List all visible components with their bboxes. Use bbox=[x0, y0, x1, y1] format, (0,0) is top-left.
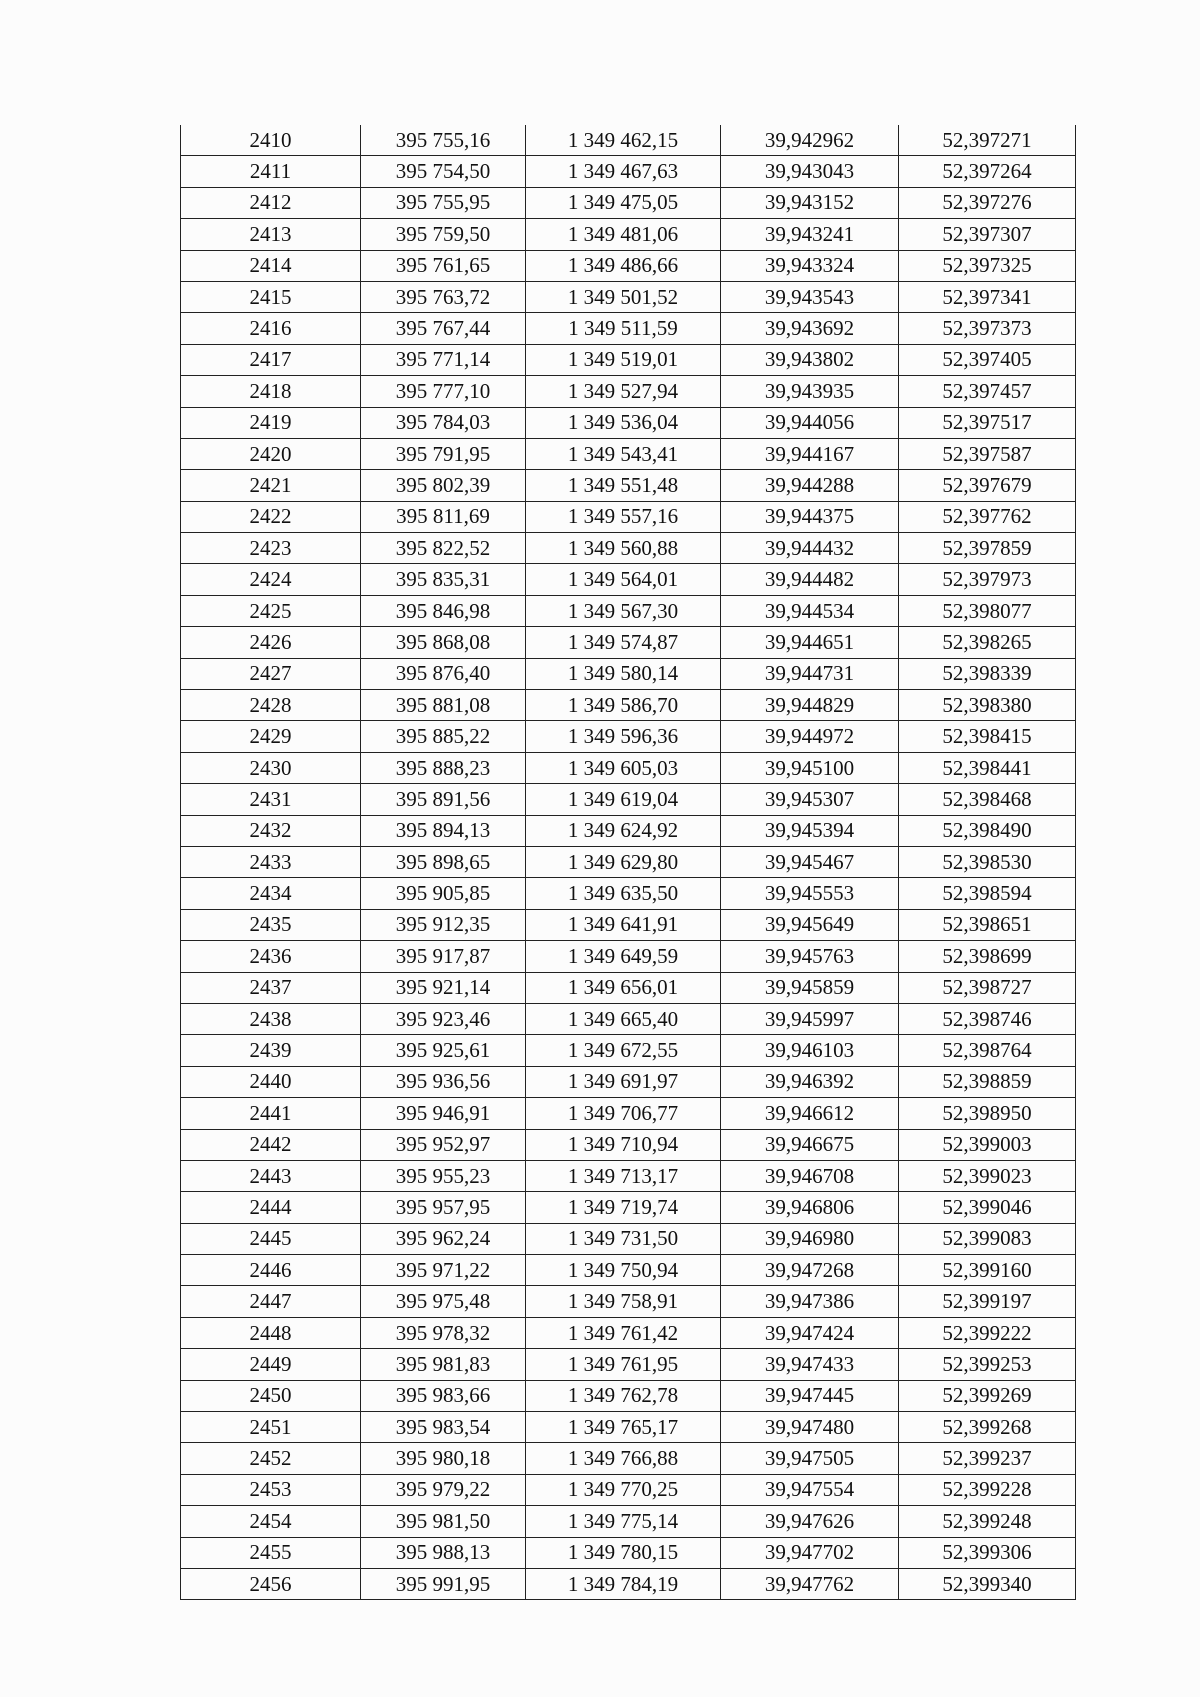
longitude-cell: 39,945553 bbox=[721, 878, 899, 909]
y-coordinate-cell: 1 349 486,66 bbox=[526, 250, 721, 281]
table-row bbox=[181, 1003, 1076, 1034]
y-coordinate-cell: 1 349 481,06 bbox=[526, 219, 721, 250]
latitude-cell: 52,398339 bbox=[899, 658, 1076, 689]
longitude-cell: 39,946675 bbox=[721, 1129, 899, 1160]
latitude-cell: 52,398594 bbox=[899, 878, 1076, 909]
x-coordinate-cell: 395 771,14 bbox=[361, 344, 526, 375]
point-number-cell: 2417 bbox=[181, 344, 361, 375]
latitude-cell: 52,398699 bbox=[899, 941, 1076, 972]
latitude-cell: 52,399046 bbox=[899, 1192, 1076, 1223]
x-coordinate-cell: 395 894,13 bbox=[361, 815, 526, 846]
x-coordinate-cell: 395 981,50 bbox=[361, 1506, 526, 1537]
longitude-cell: 39,945859 bbox=[721, 972, 899, 1003]
latitude-cell: 52,397762 bbox=[899, 501, 1076, 532]
table-row bbox=[181, 1443, 1076, 1474]
longitude-cell: 39,947480 bbox=[721, 1412, 899, 1443]
point-number-cell: 2411 bbox=[181, 156, 361, 187]
point-number-cell: 2414 bbox=[181, 250, 361, 281]
x-coordinate-cell: 395 957,95 bbox=[361, 1192, 526, 1223]
y-coordinate-cell: 1 349 551,48 bbox=[526, 470, 721, 501]
latitude-cell: 52,399268 bbox=[899, 1412, 1076, 1443]
table-row bbox=[181, 156, 1076, 187]
table-row bbox=[181, 941, 1076, 972]
x-coordinate-cell: 395 755,95 bbox=[361, 187, 526, 218]
latitude-cell: 52,399083 bbox=[899, 1223, 1076, 1254]
point-number-cell: 2412 bbox=[181, 187, 361, 218]
point-number-cell: 2439 bbox=[181, 1035, 361, 1066]
longitude-cell: 39,945467 bbox=[721, 846, 899, 877]
table-row bbox=[181, 972, 1076, 1003]
x-coordinate-cell: 395 983,66 bbox=[361, 1380, 526, 1411]
y-coordinate-cell: 1 349 564,01 bbox=[526, 564, 721, 595]
latitude-cell: 52,399197 bbox=[899, 1286, 1076, 1317]
x-coordinate-cell: 395 971,22 bbox=[361, 1255, 526, 1286]
longitude-cell: 39,945763 bbox=[721, 941, 899, 972]
latitude-cell: 52,399269 bbox=[899, 1380, 1076, 1411]
table-row bbox=[181, 1317, 1076, 1348]
y-coordinate-cell: 1 349 731,50 bbox=[526, 1223, 721, 1254]
y-coordinate-cell: 1 349 780,15 bbox=[526, 1537, 721, 1568]
x-coordinate-cell: 395 975,48 bbox=[361, 1286, 526, 1317]
y-coordinate-cell: 1 349 580,14 bbox=[526, 658, 721, 689]
point-number-cell: 2455 bbox=[181, 1537, 361, 1568]
y-coordinate-cell: 1 349 619,04 bbox=[526, 784, 721, 815]
point-number-cell: 2427 bbox=[181, 658, 361, 689]
table-row bbox=[181, 281, 1076, 312]
coordinates-table-container bbox=[180, 125, 1075, 1600]
longitude-cell: 39,945997 bbox=[721, 1003, 899, 1034]
table-row bbox=[181, 1066, 1076, 1097]
y-coordinate-cell: 1 349 586,70 bbox=[526, 690, 721, 721]
point-number-cell: 2442 bbox=[181, 1129, 361, 1160]
point-number-cell: 2448 bbox=[181, 1317, 361, 1348]
longitude-cell: 39,946612 bbox=[721, 1098, 899, 1129]
longitude-cell: 39,947626 bbox=[721, 1506, 899, 1537]
longitude-cell: 39,947386 bbox=[721, 1286, 899, 1317]
latitude-cell: 52,397341 bbox=[899, 281, 1076, 312]
latitude-cell: 52,398950 bbox=[899, 1098, 1076, 1129]
table-row bbox=[181, 1286, 1076, 1317]
longitude-cell: 39,943543 bbox=[721, 281, 899, 312]
y-coordinate-cell: 1 349 467,63 bbox=[526, 156, 721, 187]
latitude-cell: 52,397405 bbox=[899, 344, 1076, 375]
x-coordinate-cell: 395 888,23 bbox=[361, 752, 526, 783]
longitude-cell: 39,943324 bbox=[721, 250, 899, 281]
point-number-cell: 2420 bbox=[181, 438, 361, 469]
table-row bbox=[181, 1537, 1076, 1568]
latitude-cell: 52,397859 bbox=[899, 533, 1076, 564]
y-coordinate-cell: 1 349 691,97 bbox=[526, 1066, 721, 1097]
y-coordinate-cell: 1 349 761,42 bbox=[526, 1317, 721, 1348]
table-row bbox=[181, 376, 1076, 407]
table-row bbox=[181, 815, 1076, 846]
latitude-cell: 52,399222 bbox=[899, 1317, 1076, 1348]
y-coordinate-cell: 1 349 462,15 bbox=[526, 125, 721, 156]
point-number-cell: 2422 bbox=[181, 501, 361, 532]
y-coordinate-cell: 1 349 750,94 bbox=[526, 1255, 721, 1286]
latitude-cell: 52,398490 bbox=[899, 815, 1076, 846]
longitude-cell: 39,944056 bbox=[721, 407, 899, 438]
longitude-cell: 39,944651 bbox=[721, 627, 899, 658]
point-number-cell: 2449 bbox=[181, 1349, 361, 1380]
point-number-cell: 2424 bbox=[181, 564, 361, 595]
point-number-cell: 2430 bbox=[181, 752, 361, 783]
table-row bbox=[181, 878, 1076, 909]
latitude-cell: 52,397264 bbox=[899, 156, 1076, 187]
y-coordinate-cell: 1 349 560,88 bbox=[526, 533, 721, 564]
longitude-cell: 39,947702 bbox=[721, 1537, 899, 1568]
point-number-cell: 2435 bbox=[181, 909, 361, 940]
latitude-cell: 52,398746 bbox=[899, 1003, 1076, 1034]
x-coordinate-cell: 395 936,56 bbox=[361, 1066, 526, 1097]
x-coordinate-cell: 395 763,72 bbox=[361, 281, 526, 312]
longitude-cell: 39,945394 bbox=[721, 815, 899, 846]
table-row bbox=[181, 909, 1076, 940]
x-coordinate-cell: 395 946,91 bbox=[361, 1098, 526, 1129]
point-number-cell: 2443 bbox=[181, 1160, 361, 1191]
x-coordinate-cell: 395 923,46 bbox=[361, 1003, 526, 1034]
y-coordinate-cell: 1 349 719,74 bbox=[526, 1192, 721, 1223]
y-coordinate-cell: 1 349 596,36 bbox=[526, 721, 721, 752]
x-coordinate-cell: 395 912,35 bbox=[361, 909, 526, 940]
latitude-cell: 52,398859 bbox=[899, 1066, 1076, 1097]
longitude-cell: 39,946103 bbox=[721, 1035, 899, 1066]
x-coordinate-cell: 395 898,65 bbox=[361, 846, 526, 877]
table-row bbox=[181, 407, 1076, 438]
y-coordinate-cell: 1 349 536,04 bbox=[526, 407, 721, 438]
y-coordinate-cell: 1 349 766,88 bbox=[526, 1443, 721, 1474]
y-coordinate-cell: 1 349 641,91 bbox=[526, 909, 721, 940]
table-row bbox=[181, 1160, 1076, 1191]
longitude-cell: 39,946708 bbox=[721, 1160, 899, 1191]
x-coordinate-cell: 395 962,24 bbox=[361, 1223, 526, 1254]
table-row bbox=[181, 219, 1076, 250]
table-row bbox=[181, 1255, 1076, 1286]
latitude-cell: 52,399003 bbox=[899, 1129, 1076, 1160]
x-coordinate-cell: 395 761,65 bbox=[361, 250, 526, 281]
point-number-cell: 2416 bbox=[181, 313, 361, 344]
y-coordinate-cell: 1 349 629,80 bbox=[526, 846, 721, 877]
point-number-cell: 2428 bbox=[181, 690, 361, 721]
point-number-cell: 2434 bbox=[181, 878, 361, 909]
x-coordinate-cell: 395 767,44 bbox=[361, 313, 526, 344]
x-coordinate-cell: 395 991,95 bbox=[361, 1568, 526, 1599]
table-row bbox=[181, 187, 1076, 218]
x-coordinate-cell: 395 988,13 bbox=[361, 1537, 526, 1568]
x-coordinate-cell: 395 955,23 bbox=[361, 1160, 526, 1191]
latitude-cell: 52,398727 bbox=[899, 972, 1076, 1003]
x-coordinate-cell: 395 981,83 bbox=[361, 1349, 526, 1380]
longitude-cell: 39,947424 bbox=[721, 1317, 899, 1348]
table-row bbox=[181, 1192, 1076, 1223]
longitude-cell: 39,943935 bbox=[721, 376, 899, 407]
y-coordinate-cell: 1 349 501,52 bbox=[526, 281, 721, 312]
table-row bbox=[181, 1129, 1076, 1160]
longitude-cell: 39,943802 bbox=[721, 344, 899, 375]
y-coordinate-cell: 1 349 511,59 bbox=[526, 313, 721, 344]
x-coordinate-cell: 395 980,18 bbox=[361, 1443, 526, 1474]
table-row bbox=[181, 501, 1076, 532]
x-coordinate-cell: 395 921,14 bbox=[361, 972, 526, 1003]
x-coordinate-cell: 395 759,50 bbox=[361, 219, 526, 250]
y-coordinate-cell: 1 349 527,94 bbox=[526, 376, 721, 407]
latitude-cell: 52,398441 bbox=[899, 752, 1076, 783]
x-coordinate-cell: 395 891,56 bbox=[361, 784, 526, 815]
longitude-cell: 39,943043 bbox=[721, 156, 899, 187]
latitude-cell: 52,398468 bbox=[899, 784, 1076, 815]
latitude-cell: 52,398530 bbox=[899, 846, 1076, 877]
latitude-cell: 52,399306 bbox=[899, 1537, 1076, 1568]
latitude-cell: 52,399228 bbox=[899, 1474, 1076, 1505]
point-number-cell: 2438 bbox=[181, 1003, 361, 1034]
longitude-cell: 39,944731 bbox=[721, 658, 899, 689]
longitude-cell: 39,946980 bbox=[721, 1223, 899, 1254]
latitude-cell: 52,398380 bbox=[899, 690, 1076, 721]
latitude-cell: 52,397373 bbox=[899, 313, 1076, 344]
table-row bbox=[181, 1035, 1076, 1066]
x-coordinate-cell: 395 978,32 bbox=[361, 1317, 526, 1348]
latitude-cell: 52,399237 bbox=[899, 1443, 1076, 1474]
x-coordinate-cell: 395 802,39 bbox=[361, 470, 526, 501]
x-coordinate-cell: 395 876,40 bbox=[361, 658, 526, 689]
point-number-cell: 2426 bbox=[181, 627, 361, 658]
table-row bbox=[181, 1412, 1076, 1443]
table-row bbox=[181, 690, 1076, 721]
table-row bbox=[181, 250, 1076, 281]
latitude-cell: 52,397276 bbox=[899, 187, 1076, 218]
longitude-cell: 39,947433 bbox=[721, 1349, 899, 1380]
point-number-cell: 2440 bbox=[181, 1066, 361, 1097]
longitude-cell: 39,947445 bbox=[721, 1380, 899, 1411]
point-number-cell: 2447 bbox=[181, 1286, 361, 1317]
y-coordinate-cell: 1 349 770,25 bbox=[526, 1474, 721, 1505]
y-coordinate-cell: 1 349 475,05 bbox=[526, 187, 721, 218]
x-coordinate-cell: 395 811,69 bbox=[361, 501, 526, 532]
longitude-cell: 39,947505 bbox=[721, 1443, 899, 1474]
longitude-cell: 39,943692 bbox=[721, 313, 899, 344]
y-coordinate-cell: 1 349 635,50 bbox=[526, 878, 721, 909]
table-row bbox=[181, 1506, 1076, 1537]
point-number-cell: 2425 bbox=[181, 595, 361, 626]
point-number-cell: 2437 bbox=[181, 972, 361, 1003]
point-number-cell: 2444 bbox=[181, 1192, 361, 1223]
latitude-cell: 52,398764 bbox=[899, 1035, 1076, 1066]
x-coordinate-cell: 395 755,16 bbox=[361, 125, 526, 156]
table-row bbox=[181, 1568, 1076, 1599]
x-coordinate-cell: 395 846,98 bbox=[361, 595, 526, 626]
latitude-cell: 52,397973 bbox=[899, 564, 1076, 595]
y-coordinate-cell: 1 349 775,14 bbox=[526, 1506, 721, 1537]
x-coordinate-cell: 395 983,54 bbox=[361, 1412, 526, 1443]
table-row bbox=[181, 564, 1076, 595]
latitude-cell: 52,397457 bbox=[899, 376, 1076, 407]
point-number-cell: 2453 bbox=[181, 1474, 361, 1505]
longitude-cell: 39,944482 bbox=[721, 564, 899, 595]
longitude-cell: 39,947762 bbox=[721, 1568, 899, 1599]
latitude-cell: 52,399160 bbox=[899, 1255, 1076, 1286]
point-number-cell: 2431 bbox=[181, 784, 361, 815]
point-number-cell: 2429 bbox=[181, 721, 361, 752]
y-coordinate-cell: 1 349 706,77 bbox=[526, 1098, 721, 1129]
y-coordinate-cell: 1 349 765,17 bbox=[526, 1412, 721, 1443]
latitude-cell: 52,398651 bbox=[899, 909, 1076, 940]
point-number-cell: 2419 bbox=[181, 407, 361, 438]
longitude-cell: 39,947268 bbox=[721, 1255, 899, 1286]
longitude-cell: 39,944167 bbox=[721, 438, 899, 469]
x-coordinate-cell: 395 791,95 bbox=[361, 438, 526, 469]
longitude-cell: 39,942962 bbox=[721, 125, 899, 156]
latitude-cell: 52,398415 bbox=[899, 721, 1076, 752]
table-row bbox=[181, 627, 1076, 658]
y-coordinate-cell: 1 349 605,03 bbox=[526, 752, 721, 783]
table-row bbox=[181, 1380, 1076, 1411]
y-coordinate-cell: 1 349 665,40 bbox=[526, 1003, 721, 1034]
x-coordinate-cell: 395 754,50 bbox=[361, 156, 526, 187]
longitude-cell: 39,945100 bbox=[721, 752, 899, 783]
point-number-cell: 2452 bbox=[181, 1443, 361, 1474]
x-coordinate-cell: 395 784,03 bbox=[361, 407, 526, 438]
point-number-cell: 2445 bbox=[181, 1223, 361, 1254]
longitude-cell: 39,944972 bbox=[721, 721, 899, 752]
x-coordinate-cell: 395 905,85 bbox=[361, 878, 526, 909]
point-number-cell: 2413 bbox=[181, 219, 361, 250]
longitude-cell: 39,944432 bbox=[721, 533, 899, 564]
point-number-cell: 2415 bbox=[181, 281, 361, 312]
table-row bbox=[181, 752, 1076, 783]
point-number-cell: 2433 bbox=[181, 846, 361, 877]
x-coordinate-cell: 395 952,97 bbox=[361, 1129, 526, 1160]
x-coordinate-cell: 395 881,08 bbox=[361, 690, 526, 721]
point-number-cell: 2432 bbox=[181, 815, 361, 846]
table-row bbox=[181, 658, 1076, 689]
point-number-cell: 2421 bbox=[181, 470, 361, 501]
longitude-cell: 39,944829 bbox=[721, 690, 899, 721]
point-number-cell: 2450 bbox=[181, 1380, 361, 1411]
latitude-cell: 52,399253 bbox=[899, 1349, 1076, 1380]
x-coordinate-cell: 395 868,08 bbox=[361, 627, 526, 658]
table-row bbox=[181, 313, 1076, 344]
y-coordinate-cell: 1 349 649,59 bbox=[526, 941, 721, 972]
y-coordinate-cell: 1 349 574,87 bbox=[526, 627, 721, 658]
y-coordinate-cell: 1 349 758,91 bbox=[526, 1286, 721, 1317]
point-number-cell: 2456 bbox=[181, 1568, 361, 1599]
longitude-cell: 39,946392 bbox=[721, 1066, 899, 1097]
latitude-cell: 52,397325 bbox=[899, 250, 1076, 281]
latitude-cell: 52,398077 bbox=[899, 595, 1076, 626]
latitude-cell: 52,397517 bbox=[899, 407, 1076, 438]
table-row bbox=[181, 125, 1076, 156]
latitude-cell: 52,399023 bbox=[899, 1160, 1076, 1191]
y-coordinate-cell: 1 349 567,30 bbox=[526, 595, 721, 626]
table-row bbox=[181, 1223, 1076, 1254]
longitude-cell: 39,944288 bbox=[721, 470, 899, 501]
table-row bbox=[181, 1098, 1076, 1129]
x-coordinate-cell: 395 822,52 bbox=[361, 533, 526, 564]
latitude-cell: 52,397271 bbox=[899, 125, 1076, 156]
longitude-cell: 39,946806 bbox=[721, 1192, 899, 1223]
longitude-cell: 39,945649 bbox=[721, 909, 899, 940]
table-row bbox=[181, 721, 1076, 752]
y-coordinate-cell: 1 349 784,19 bbox=[526, 1568, 721, 1599]
x-coordinate-cell: 395 777,10 bbox=[361, 376, 526, 407]
longitude-cell: 39,943241 bbox=[721, 219, 899, 250]
y-coordinate-cell: 1 349 761,95 bbox=[526, 1349, 721, 1380]
y-coordinate-cell: 1 349 624,92 bbox=[526, 815, 721, 846]
coordinates-table-body bbox=[181, 125, 1076, 1600]
x-coordinate-cell: 395 835,31 bbox=[361, 564, 526, 595]
table-row bbox=[181, 1474, 1076, 1505]
latitude-cell: 52,397307 bbox=[899, 219, 1076, 250]
y-coordinate-cell: 1 349 713,17 bbox=[526, 1160, 721, 1191]
table-row bbox=[181, 846, 1076, 877]
table-row bbox=[181, 533, 1076, 564]
y-coordinate-cell: 1 349 557,16 bbox=[526, 501, 721, 532]
point-number-cell: 2418 bbox=[181, 376, 361, 407]
point-number-cell: 2436 bbox=[181, 941, 361, 972]
table-row bbox=[181, 470, 1076, 501]
y-coordinate-cell: 1 349 672,55 bbox=[526, 1035, 721, 1066]
x-coordinate-cell: 395 925,61 bbox=[361, 1035, 526, 1066]
longitude-cell: 39,943152 bbox=[721, 187, 899, 218]
point-number-cell: 2454 bbox=[181, 1506, 361, 1537]
y-coordinate-cell: 1 349 656,01 bbox=[526, 972, 721, 1003]
latitude-cell: 52,399340 bbox=[899, 1568, 1076, 1599]
table-row bbox=[181, 1349, 1076, 1380]
longitude-cell: 39,944375 bbox=[721, 501, 899, 532]
table-row bbox=[181, 595, 1076, 626]
x-coordinate-cell: 395 885,22 bbox=[361, 721, 526, 752]
point-number-cell: 2423 bbox=[181, 533, 361, 564]
latitude-cell: 52,397679 bbox=[899, 470, 1076, 501]
latitude-cell: 52,397587 bbox=[899, 438, 1076, 469]
longitude-cell: 39,944534 bbox=[721, 595, 899, 626]
point-number-cell: 2410 bbox=[181, 125, 361, 156]
longitude-cell: 39,945307 bbox=[721, 784, 899, 815]
table-row bbox=[181, 438, 1076, 469]
y-coordinate-cell: 1 349 543,41 bbox=[526, 438, 721, 469]
point-number-cell: 2451 bbox=[181, 1412, 361, 1443]
y-coordinate-cell: 1 349 519,01 bbox=[526, 344, 721, 375]
coordinates-table bbox=[180, 125, 1076, 1600]
x-coordinate-cell: 395 979,22 bbox=[361, 1474, 526, 1505]
longitude-cell: 39,947554 bbox=[721, 1474, 899, 1505]
point-number-cell: 2446 bbox=[181, 1255, 361, 1286]
latitude-cell: 52,399248 bbox=[899, 1506, 1076, 1537]
point-number-cell: 2441 bbox=[181, 1098, 361, 1129]
y-coordinate-cell: 1 349 762,78 bbox=[526, 1380, 721, 1411]
x-coordinate-cell: 395 917,87 bbox=[361, 941, 526, 972]
table-row bbox=[181, 784, 1076, 815]
y-coordinate-cell: 1 349 710,94 bbox=[526, 1129, 721, 1160]
latitude-cell: 52,398265 bbox=[899, 627, 1076, 658]
table-row bbox=[181, 344, 1076, 375]
